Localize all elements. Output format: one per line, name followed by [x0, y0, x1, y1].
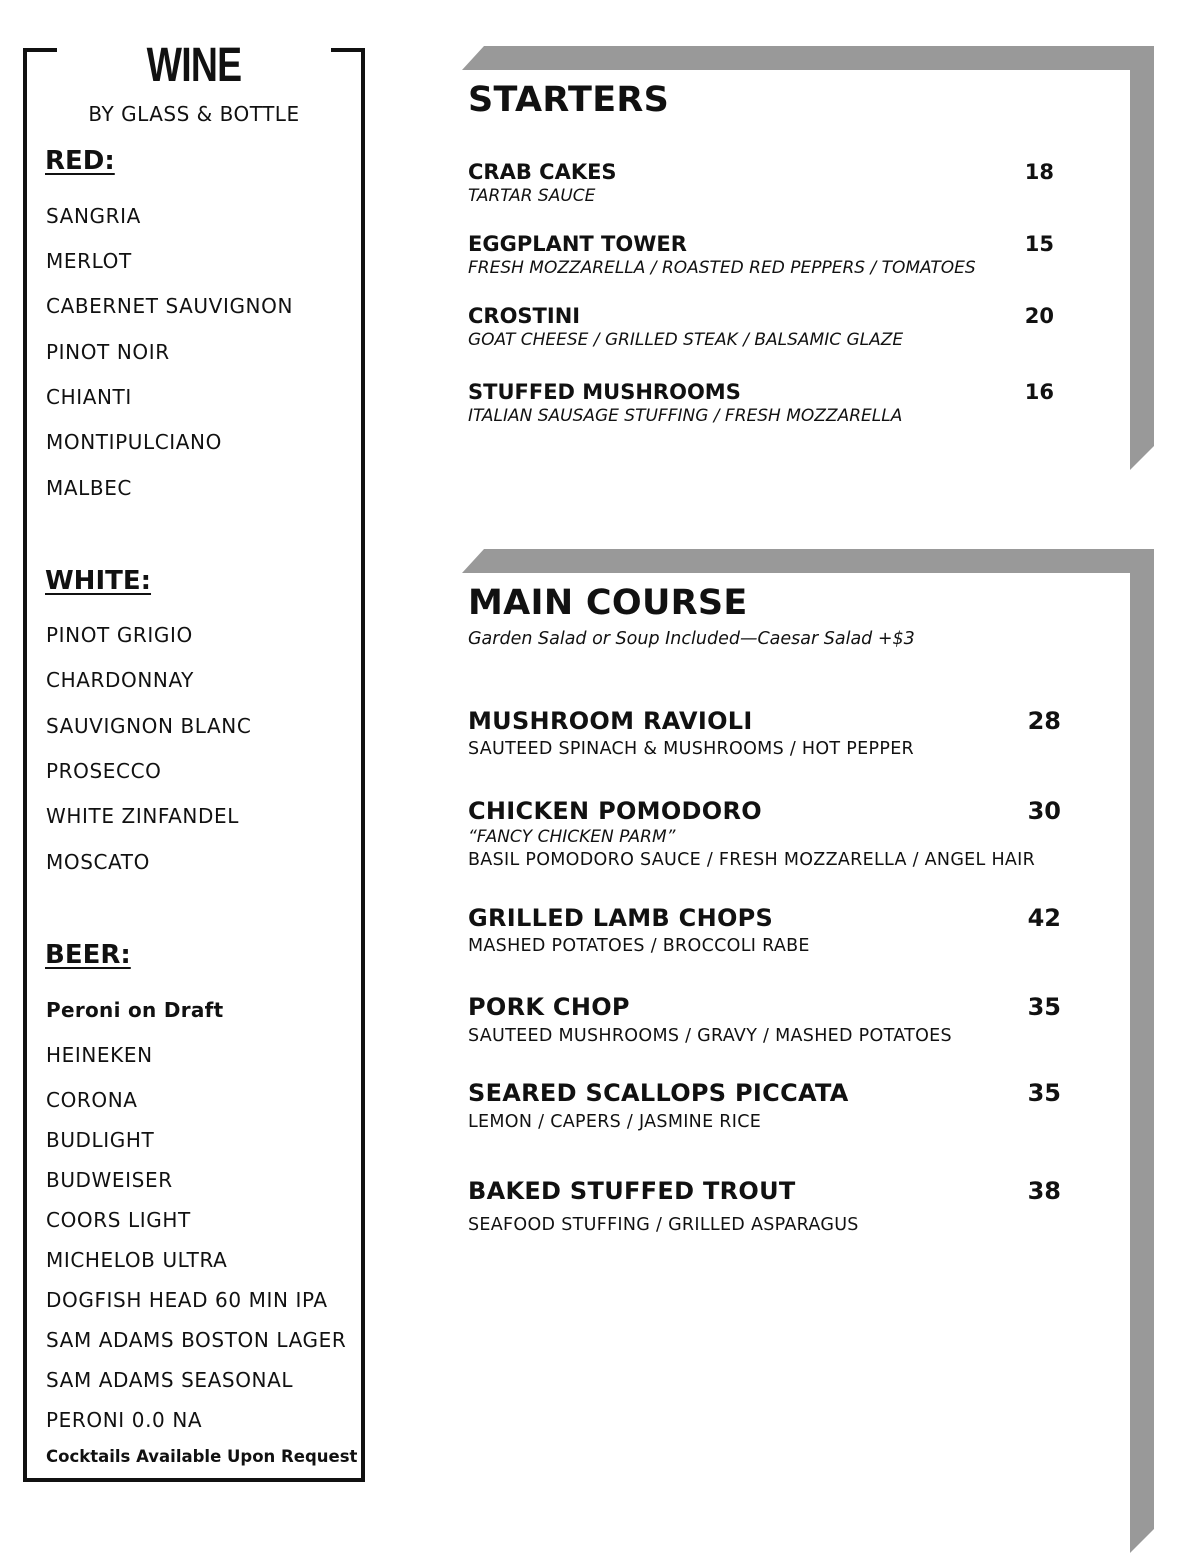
red-heading: RED: — [45, 146, 115, 176]
beer-item: HEINEKEN — [46, 1043, 153, 1067]
white-heading: WHITE: — [45, 566, 152, 596]
beer-item: SAM ADAMS SEASONAL — [46, 1368, 294, 1392]
dish-price: 42 — [1027, 904, 1061, 932]
main-course-title: MAIN COURSE — [468, 583, 748, 623]
dish-description: BASIL POMODORO SAUCE / FRESH MOZZARELLA / ANGEL HAIR — [468, 850, 1036, 870]
white-item: CHARDONNAY — [46, 668, 194, 692]
dish-description: LEMON / CAPERS / JASMINE RICE — [468, 1112, 762, 1132]
dish-price: 28 — [1027, 707, 1061, 735]
dish-description: MASHED POTATOES / BROCCOLI RABE — [468, 936, 810, 956]
red-item: MONTIPULCIANO — [46, 430, 222, 454]
dish-name: CRAB CAKES — [468, 160, 617, 184]
dish-description: GOAT CHEESE / GRILLED STEAK / BALSAMIC GLAZE — [468, 330, 904, 350]
red-item: PINOT NOIR — [46, 340, 170, 364]
wine-list-frame — [23, 39, 365, 1482]
red-item: CHIANTI — [46, 385, 132, 409]
dish-name: GRILLED LAMB CHOPS — [468, 904, 774, 932]
dish-price: 35 — [1027, 993, 1061, 1021]
red-item: CABERNET SAUVIGNON — [46, 294, 294, 318]
dish-name: SEARED SCALLOPS PICCATA — [468, 1079, 849, 1107]
dish-price: 38 — [1027, 1177, 1061, 1205]
starters-section — [468, 80, 1068, 440]
dish-name: PORK CHOP — [468, 993, 630, 1021]
main-course-subtitle: Garden Salad or Soup Included—Caesar Salad +$3 — [468, 629, 915, 649]
red-item: MERLOT — [46, 249, 132, 273]
frame-corner-left — [23, 48, 57, 52]
red-item: SANGRIA — [46, 204, 141, 228]
dish-name: STUFFED MUSHROOMS — [468, 380, 741, 404]
dish-price: 35 — [1027, 1079, 1061, 1107]
dish-tagline: “FANCY CHICKEN PARM” — [468, 827, 676, 847]
white-item: WHITE ZINFANDEL — [46, 804, 239, 828]
beer-item: PERONI 0.0 NA — [46, 1408, 203, 1432]
white-item: PROSECCO — [46, 759, 162, 783]
dish-price: 16 — [1024, 380, 1054, 404]
dish-price: 15 — [1024, 232, 1054, 256]
starters-title: STARTERS — [468, 80, 670, 120]
dish-name: BAKED STUFFED TROUT — [468, 1177, 796, 1205]
dish-name: CROSTINI — [468, 304, 581, 328]
beer-item: Peroni on Draft — [46, 998, 224, 1022]
red-item: MALBEC — [46, 476, 133, 500]
white-item: MOSCATO — [46, 850, 150, 874]
wine-title: WINE — [146, 39, 242, 92]
main-course-section — [468, 583, 1068, 1263]
beer-item: BUDWEISER — [46, 1168, 173, 1192]
beer-item: DOGFISH HEAD 60 MIN IPA — [46, 1288, 328, 1312]
beer-item: MICHELOB ULTRA — [46, 1248, 228, 1272]
dish-description: SEAFOOD STUFFING / GRILLED ASPARAGUS — [468, 1215, 859, 1235]
dish-price: 20 — [1024, 304, 1054, 328]
white-item: SAUVIGNON BLANC — [46, 714, 252, 738]
dish-name: CHICKEN POMODORO — [468, 797, 762, 825]
frame-corner-right — [331, 48, 365, 52]
dish-description: TARTAR SAUCE — [468, 186, 596, 206]
beer-item: CORONA — [46, 1088, 138, 1112]
dish-description: SAUTEED SPINACH & MUSHROOMS / HOT PEPPER — [468, 739, 915, 759]
dish-description: SAUTEED MUSHROOMS / GRAVY / MASHED POTATOES — [468, 1026, 952, 1046]
dish-description: FRESH MOZZARELLA / ROASTED RED PEPPERS / TOMATOES — [468, 258, 976, 278]
dish-price: 30 — [1027, 797, 1061, 825]
beer-item: BUDLIGHT — [46, 1128, 155, 1152]
dish-name: MUSHROOM RAVIOLI — [468, 707, 753, 735]
beer-item: SAM ADAMS BOSTON LAGER — [46, 1328, 347, 1352]
beer-heading: BEER: — [45, 940, 131, 970]
wine-subtitle: BY GLASS & BOTTLE — [88, 102, 300, 126]
white-item: PINOT GRIGIO — [46, 623, 193, 647]
dish-name: EGGPLANT TOWER — [468, 232, 687, 256]
cocktails-note: Cocktails Available Upon Request — [46, 1447, 358, 1466]
beer-item: COORS LIGHT — [46, 1208, 191, 1232]
dish-description: ITALIAN SAUSAGE STUFFING / FRESH MOZZARELLA — [468, 406, 903, 426]
dish-price: 18 — [1024, 160, 1054, 184]
